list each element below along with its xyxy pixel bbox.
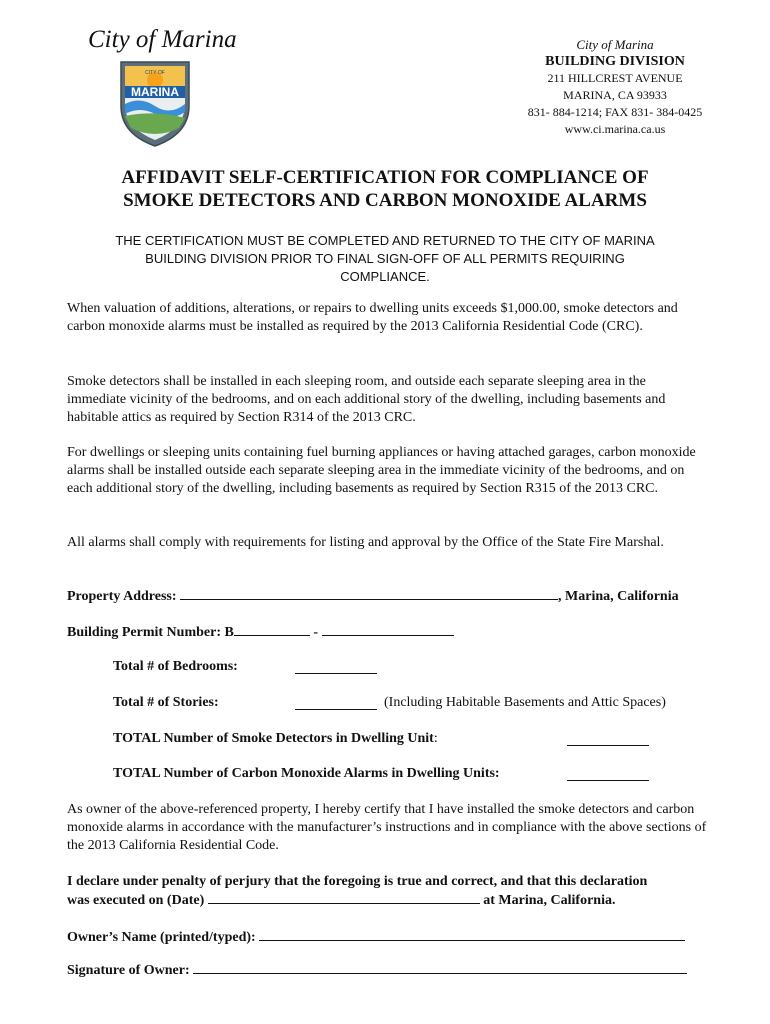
co-alarms-field[interactable] (567, 768, 649, 781)
signature-row (67, 961, 687, 979)
stories-label: Total # of Stories: (113, 695, 219, 710)
permit-number-row (67, 623, 454, 641)
city-seal-logo (115, 56, 195, 148)
title-line-2: SMOKE DETECTORS AND CARBON MONOXIDE ALARMS (123, 190, 647, 211)
logo-text-top: CITY OF (145, 70, 165, 76)
stories-field[interactable] (295, 697, 377, 710)
address-line-2: MARINA, CA 93933 (563, 88, 667, 102)
address-line-1: 211 HILLCREST AVENUE (547, 71, 683, 85)
notice-line-1: THE CERTIFICATION MUST BE COMPLETED AND RETURNED TO THE CITY OF MARINA (115, 233, 655, 248)
website: www.ci.marina.ca.us (564, 122, 666, 136)
property-address-label: Property Address: (67, 589, 177, 604)
paragraph-valuation: When valuation of additions, alterations, or repairs to dwelling units exceeds $1,000.00, smoke detectors and carbon monoxide alarms must be installed as required by the 2013 California Residential Code (CRC). (67, 301, 678, 334)
logo-text-main: MARINA (131, 85, 179, 99)
smoke-detectors-colon: : (433, 731, 438, 746)
paragraph-smoke-detectors: Smoke detectors shall be installed in each sleeping room, and outside each separate sleeping area in the immediate vicinity of the bedrooms, and on each additional story of the dwelling, including basements and habitable attics as required by Section R314 of the 2013 CRC. (67, 374, 666, 425)
owner-certification: As owner of the above-referenced property, I hereby certify that I have installed the smoke detectors and carbon monoxide alarms in accordance with the manufacturer’s instructions and in compliance with the above sections of the 2013 California Residential Code. (67, 802, 707, 853)
owner-name-row (67, 928, 685, 946)
co-alarms-label: TOTAL Number of Carbon Monoxide Alarms in Dwelling Units: (113, 766, 500, 781)
permit-number-label: Building Permit Number: B (67, 625, 234, 640)
permit-number-dash: - (313, 625, 319, 640)
title-line-1: AFFIDAVIT SELF-CERTIFICATION FOR COMPLIANCE OF (121, 167, 649, 188)
smoke-detectors-field[interactable] (567, 733, 649, 746)
signature-field[interactable] (193, 961, 687, 974)
contact-block (500, 36, 730, 138)
owner-name-field[interactable] (259, 928, 685, 941)
certification-notice (70, 232, 700, 286)
declaration-line-2 (67, 891, 717, 910)
phone-fax: 831- 884-1214; FAX 831- 384-0425 (527, 105, 703, 119)
property-address-suffix: , Marina, California (558, 589, 679, 604)
division-name: BUILDING DIVISION (545, 54, 685, 69)
permit-number-field-1[interactable] (234, 623, 310, 636)
bedrooms-field[interactable] (295, 661, 377, 674)
bedrooms-label: Total # of Bedrooms: (113, 659, 238, 674)
date-field[interactable] (208, 891, 480, 904)
property-address-field[interactable] (180, 587, 558, 600)
smoke-detectors-label: TOTAL Number of Smoke Detectors in Dwelling Unit (113, 731, 434, 746)
smoke-detectors-row (113, 731, 438, 747)
contact-city: City of Marina (576, 37, 654, 52)
date-label: was executed on (Date) (67, 893, 205, 908)
paragraph-listing: All alarms shall comply with requirements for listing and approval by the Office of the State Fire Marshal. (67, 535, 664, 550)
notice-line-2: BUILDING DIVISION PRIOR TO FINAL SIGN-OFF OF ALL PERMITS REQUIRING (145, 251, 625, 266)
declaration-line-1: I declare under penalty of perjury that the foregoing is true and correct, and that this declaration (67, 874, 648, 889)
paragraph-co-alarms: For dwellings or sleeping units containing fuel burning appliances or having attached garages, carbon monoxide alarms shall be installed outside each separate sleeping area in the immediate vicinity of the bedrooms, and on each additional story of the dwelling, including basements as required by Section R315 of the 2013 CRC. (67, 445, 696, 496)
document-title (60, 166, 710, 212)
signature-label: Signature of Owner: (67, 963, 190, 978)
city-script-title: City of Marina (88, 26, 237, 53)
notice-line-3: COMPLIANCE. (340, 269, 430, 284)
declaration-location: at Marina, California. (483, 893, 616, 908)
permit-number-field-2[interactable] (322, 623, 454, 636)
property-address-row (67, 587, 707, 605)
stories-note: (Including Habitable Basements and Attic Spaces) (384, 695, 666, 710)
perjury-declaration (67, 873, 717, 910)
owner-name-label: Owner’s Name (printed/typed): (67, 930, 256, 945)
